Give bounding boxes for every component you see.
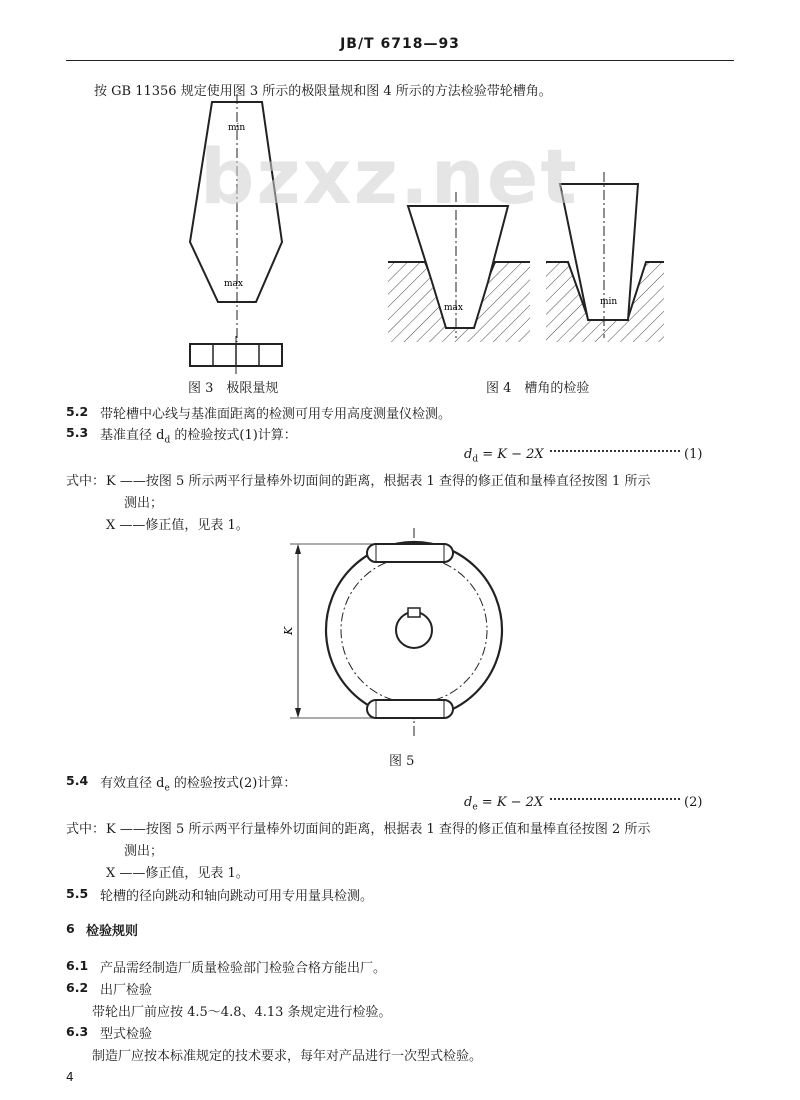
fig4-min-label: min	[600, 297, 618, 307]
section-5-4-number: 5.4	[66, 773, 89, 788]
section-5-4-text: 有效直径 $d_e$ 的检验按式(2)计算：	[100, 776, 297, 794]
fig3-max-label: max	[224, 279, 243, 289]
section-5-5-text: 轮槽的径向跳动和轴向跳动可用专用量具检测。	[100, 889, 374, 904]
where-x-2: X ——修正值，见表 1。	[106, 866, 249, 881]
watermark: bzxz.net	[200, 132, 579, 221]
section-6-title: 检验规则	[86, 924, 139, 939]
where-x-1: X ——修正值，见表 1。	[106, 518, 249, 533]
fig3-caption: 图 3 极限量规	[188, 381, 279, 396]
section-6-3-text: 制造厂应按本标准规定的技术要求，每年对产品进行一次型式检验。	[92, 1049, 483, 1064]
section-5-3-number: 5.3	[66, 425, 89, 440]
page-number: 4	[66, 1070, 74, 1084]
where-k-2: K ——按图 5 所示两平行量棒外切面间的距离，根据表 1 查得的修正值和量棒直径按图 2 所示	[106, 822, 651, 837]
section-5-2-text: 带轮槽中心线与基准面距离的检测可用专用高度测量仪检测。	[100, 407, 452, 422]
fig5-k-label: K	[282, 626, 295, 635]
section-5-2-number: 5.2	[66, 404, 89, 419]
section-6-2-title: 出厂检验	[100, 983, 153, 998]
section-5-3-text: 基准直径 $d_d$ 的检验按式(1)计算：	[100, 428, 297, 446]
where-k-1-cont: 测出；	[124, 496, 164, 511]
figure-5	[278, 528, 518, 742]
intro-paragraph: 按 GB 11356 规定使用图 3 所示的极限量规和图 4 所示的方法检验带轮槽角。	[94, 84, 552, 99]
section-6-2-number: 6.2	[66, 980, 89, 995]
section-6-3-title: 型式检验	[100, 1027, 153, 1042]
page-header: JB/T 6718—93	[340, 36, 460, 52]
fig4-max-label: max	[444, 303, 463, 313]
formula-1: $d_d = K - 2X$	[464, 447, 544, 465]
formula-2-number: (2)	[684, 795, 703, 810]
section-6-2-text: 带轮出厂前应按 4.5～4.8、4.13 条规定进行检验。	[92, 1005, 392, 1020]
formula-2-leader	[550, 798, 680, 800]
where-k-1: K ——按图 5 所示两平行量棒外切面间的距离，根据表 1 查得的修正值和量棒直径按图 1 所示	[106, 474, 651, 489]
formula-2: $d_e = K - 2X$	[464, 795, 544, 813]
section-6-1-text: 产品需经制造厂质量检验部门检验合格方能出厂。	[100, 961, 387, 976]
section-6-3-number: 6.3	[66, 1024, 89, 1039]
formula-1-number: (1)	[684, 447, 703, 462]
section-6-1-number: 6.1	[66, 958, 89, 973]
formula-1-leader	[550, 450, 680, 452]
fig5-caption: 图 5	[389, 754, 415, 769]
where-lead-1: 式中：	[66, 474, 106, 489]
fig3-min-label: min	[228, 123, 246, 133]
fig4-caption: 图 4 槽角的检验	[486, 381, 590, 396]
header-rule	[66, 60, 734, 61]
where-lead-2: 式中：	[66, 822, 106, 837]
where-k-2-cont: 测出；	[124, 844, 164, 859]
section-6-number: 6	[66, 921, 75, 936]
section-5-5-number: 5.5	[66, 886, 89, 901]
